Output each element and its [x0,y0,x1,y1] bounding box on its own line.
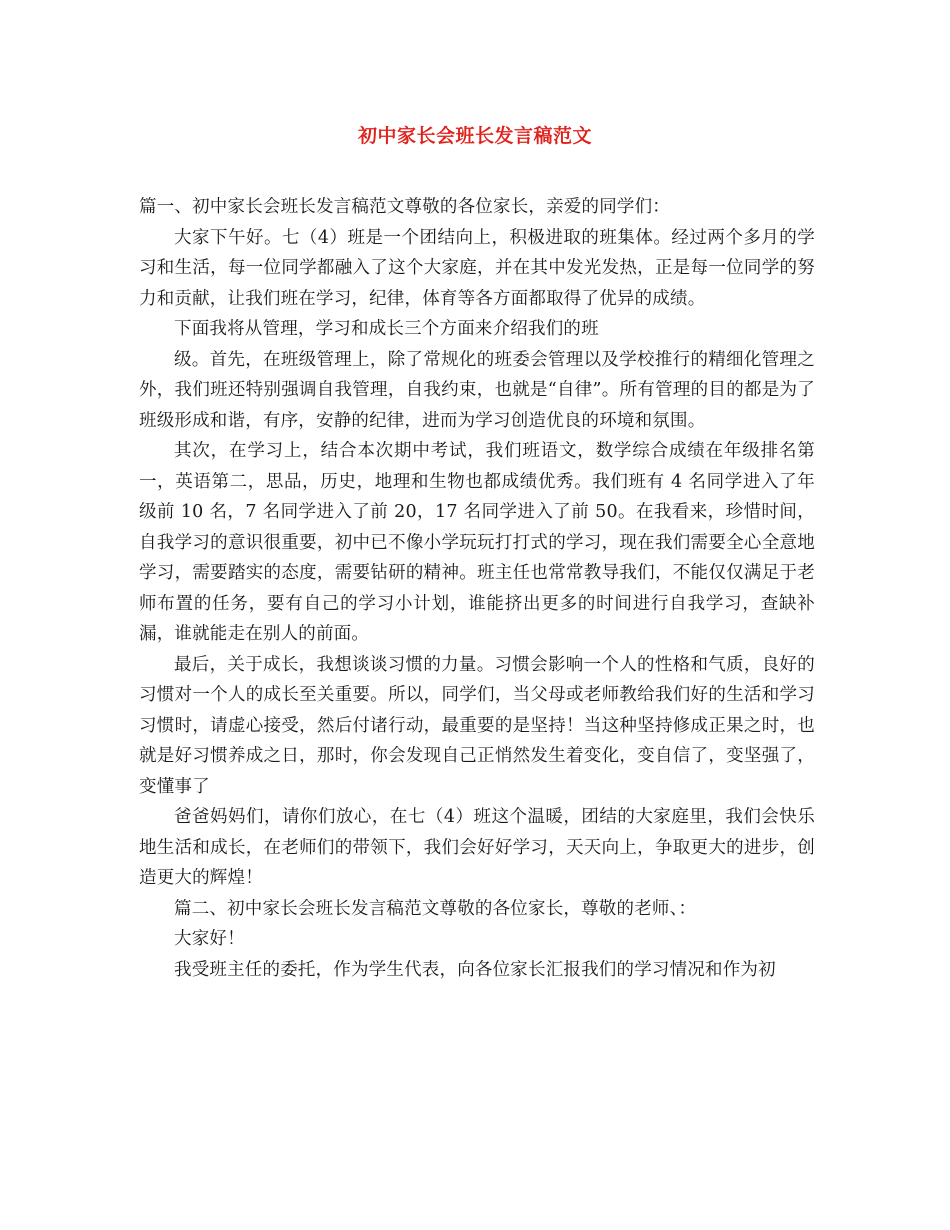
paragraph: 篇一、初中家长会班长发言稿范文尊敬的各位家长，亲爱的同学们： [139,197,670,217]
paragraph: 大家下午好。七（4）班是一个团结向上，积极进取的班集体。经过两个多月的学习和生活，每一位同学都融入了这个大家庭，并在其中发光发热，正是每一位同学的努力和贡献，让我们班在学习，纪律，体育等各方面都取得了优异的成绩。 [139,227,815,309]
paragraph: 最后，关于成长，我想谈谈习惯的力量。习惯会影响一个人的性格和气质，良好的习惯对一个人的成长至关重要。所以，同学们，当父母或老师教给我们好的生活和学习习惯时，请虚心接受，然后付诸行动，最重要的是坚持！当这种坚持修成正果之时，也就是好习惯养成之日，那时，你会发现自己正悄然发生着变化，变自信了，变坚强了，变懂事了 [139,654,815,797]
paragraph: 大家好！ [174,929,245,949]
paragraph: 我受班主任的委托，作为学生代表，向各位家长汇报我们的学习情况和作为初 [174,959,776,980]
document-title: 初中家长会班长发言稿范文 [357,125,592,147]
paragraph: 下面我将从管理，学习和成长三个方面来介绍我们的班 [174,319,599,339]
document-body [139,192,815,985]
paragraph: 篇二、初中家长会班长发言稿范文尊敬的各位家长，尊敬的老师、： [174,898,697,919]
paragraph: 其次，在学习上，结合本次期中考试，我们班语文，数学综合成绩在年级排名第一，英语第二，思品，历史，地理和生物也都成绩优秀。我们班有 4 名同学进入了年级前 10 名，7 名同学进入了前 20，17 名同学进入了前 50。在我看来，珍惜时间，自我学习的意识很重要，初中已不像小学玩玩打打式的学习，现在我们需要全心全意地学习，需要踏实的态度，需要钻研的精神。班主任也常常教导我们，不能仅仅满足于老师布置的任务，要有自己的学习小计划，谁能挤出更多的时间进行自我学习，查缺补漏，谁就能走在别人的前面。 [139,441,815,644]
paragraph: 爸爸妈妈们，请你们放心，在七（4）班这个温暖，团结的大家庭里，我们会快乐地生活和成长，在老师们的带领下，我们会好好学习，天天向上，争取更大的进步，创造更大的辉煌！ [139,807,815,888]
paragraph: 级。首先，在班级管理上，除了常规化的班委会管理以及学校推行的精细化管理之外，我们班还特别强调自我管理，自我约束，也就是“自律”。所有管理的目的都是为了班级形成和谐，有序，安静的纪律，进而为学习创造优良的环境和氛围。 [139,349,815,431]
